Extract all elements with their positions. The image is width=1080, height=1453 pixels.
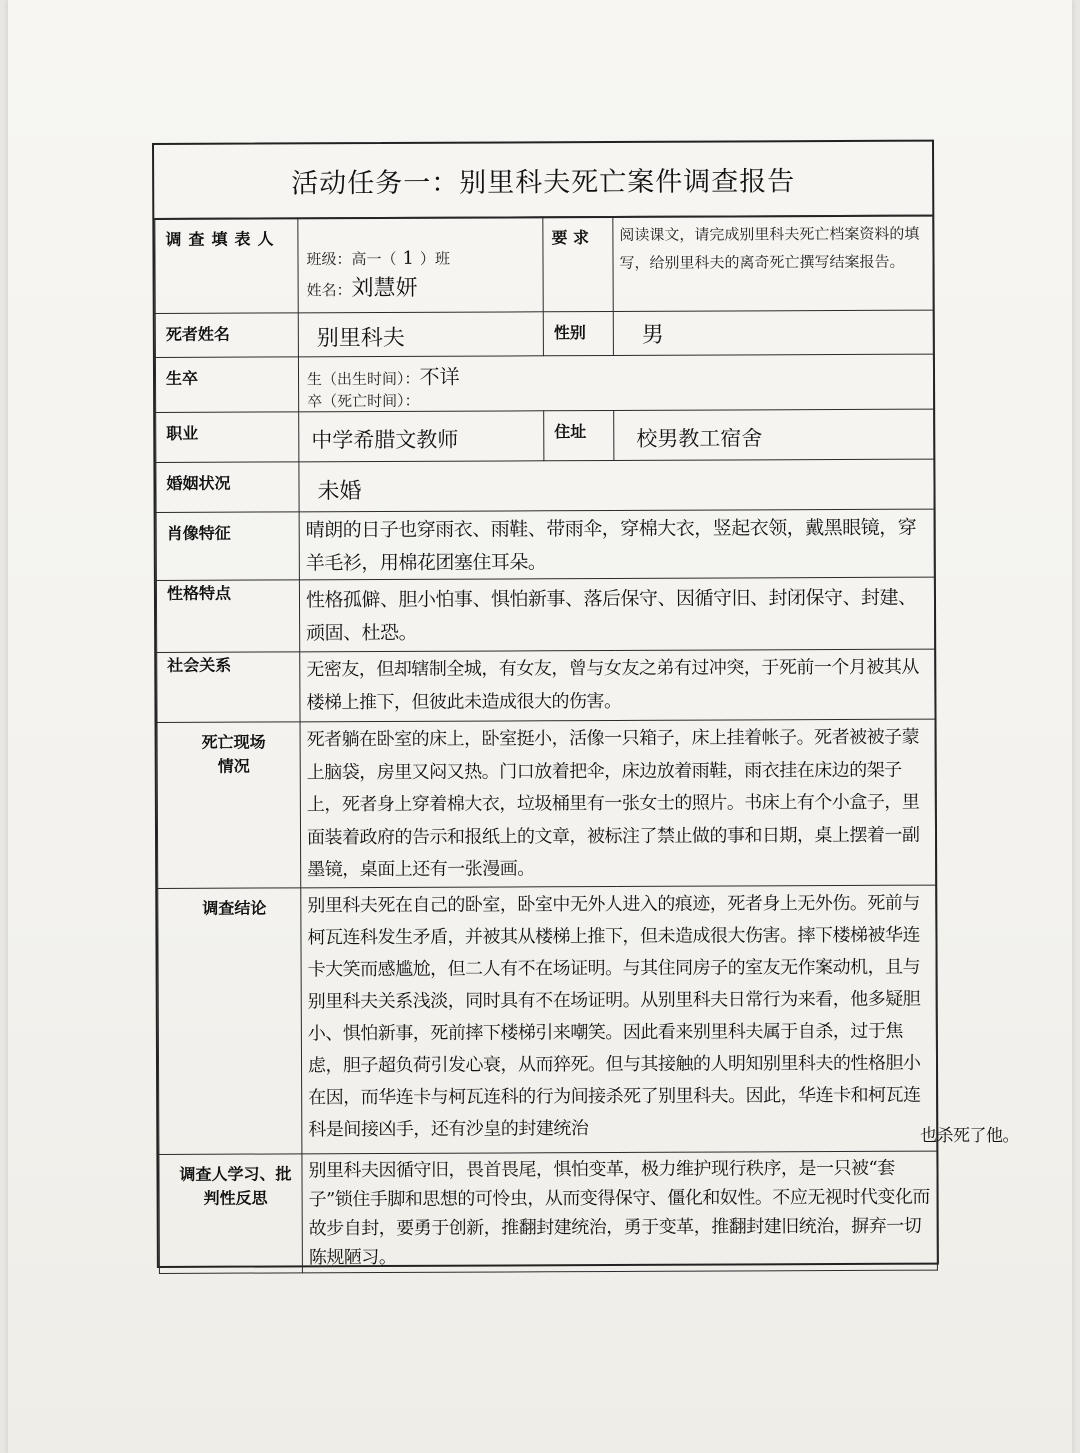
marital-value: 未婚 — [317, 479, 362, 505]
deceased-name-value: 别里科夫 — [316, 325, 405, 352]
row-scene — [157, 719, 936, 888]
address-value: 校男教工宿舍 — [636, 426, 763, 451]
row-personality — [156, 577, 934, 652]
conclusion-label: 调查结论 — [202, 898, 267, 918]
marital-label: 婚姻状况 — [166, 473, 231, 493]
social-label: 社会关系 — [167, 655, 232, 675]
life-label: 生卒 — [165, 368, 199, 388]
scene-label-line-1: 死亡现场 — [201, 732, 266, 752]
requirement-text: 阅读课文，请完成别里科夫死亡档案资料的填写，给别里科夫的离奇死亡撰写结案报告。 — [619, 224, 920, 272]
occupation-label: 职业 — [166, 423, 199, 443]
report-form — [152, 140, 939, 1268]
personality-label: 性格特点 — [166, 583, 232, 603]
requirement-label: 要 求 — [551, 228, 590, 248]
reflection-value: 别里科夫因循守旧，畏首畏尾，惧怕变革，极力维护现行秩序，是一只被“套子”锁住手脚和思想的可怜虫，从而变得保守、僵化和奴性。不应无视时代变化而故步自封，要勇于创新，推翻封建统治，勇于变革，推翻封建旧统治，摒弃一切陈规陋习。 — [308, 1157, 930, 1268]
scene-value: 死者躺在卧室的床上，卧室挺小，活像一只箱子，床上挂着帐子。死者被被子蒙上脑袋，房里又闷又热。门口放着把伞，床边放着雨鞋，雨衣挂在床边的架子上，死者身上穿着棉大衣，垃圾桶里有一张女士的照片。书床上有个小盒子，里面装着政府的告示和报纸上的文章，被标注了禁止做的事和日期，桌上摆着一副墨镜，桌面上还有一张漫画。 — [306, 726, 920, 881]
row-reflection — [159, 1151, 938, 1273]
scene-label — [158, 722, 300, 779]
address-label: 住址 — [554, 422, 587, 442]
gender-value: 男 — [641, 322, 664, 348]
row-investigator — [155, 215, 933, 313]
occupation-value: 中学希腊文教师 — [311, 427, 459, 453]
name-line — [299, 268, 543, 302]
scene-label-line-2: 情况 — [217, 756, 250, 776]
personality-value: 性格孤僻、胆小怕事、惧怕新事、落后保守、因循守旧、封闭保守、封建、顽固、杜恐。 — [305, 586, 917, 644]
conclusion-value: 别里科夫死在自己的卧室，卧室中无外人进入的痕迹，死者身上无外伤。死前与柯瓦连科发生矛盾，并被其从楼梯上推下，但未造成很大伤害。摔下楼梯被华连卡大笑而感尴尬，但二人有不在场证明。与其住同房子的室友无作案动机，且与别里科夫关系浅淡，同时具有不在场证明。从别里科夫日常行为来看，他多疑胆小、惧怕新事，死前摔下楼梯引来嘲笑。因此看来别里科夫属于自杀，过于焦虑，胆子超负荷引发心衰，从而猝死。但与其接触的人明知别里科夫的性格胆小在因，而华连卡与柯瓦连科的行为间接杀死了别里科夫。因此，华连卡和柯瓦连科是间接凶手，还有沙皇的封建统治 — [307, 892, 921, 1140]
birth-label: 生（出生时间）： — [306, 369, 420, 389]
gender-label: 性别 — [553, 323, 586, 343]
investigator-label: 调查填表人 — [165, 229, 281, 249]
portrait-label: 肖像特征 — [166, 523, 231, 543]
row-marital — [156, 459, 934, 512]
class-prefix: 班级：高一（ — [306, 249, 397, 269]
row-life — [155, 354, 933, 412]
row-social — [157, 649, 935, 722]
birth-value: 不详 — [419, 364, 460, 389]
class-suffix: ）班 — [419, 249, 451, 268]
reflection-label — [159, 1154, 301, 1211]
conclusion-overflow-note: 也杀死了他。 — [920, 1126, 1019, 1146]
portrait-value: 晴朗的日子也穿雨衣、雨鞋、带雨伞，穿棉大衣，竖起衣领，戴黑眼镜，穿羊毛衫，用棉花团塞住耳朵。 — [305, 516, 917, 574]
social-value: 无密友，但却辖制全城，有女友，曾与女友之弟有过冲突，于死前一个月被其从楼梯上推下，但彼此未造成很大的伤害。 — [306, 656, 919, 713]
row-name-gender — [155, 310, 933, 357]
investigator-name: 刘慧妍 — [351, 275, 418, 302]
row-occupation-address — [156, 409, 934, 462]
name-label: 姓名： — [306, 281, 352, 300]
class-line — [298, 217, 542, 269]
report-title: 活动任务一：别里科夫死亡案件调查报告 — [154, 142, 932, 220]
deceased-name-label: 死者姓名 — [165, 324, 230, 344]
class-value: 1 — [402, 247, 415, 269]
birth-line — [299, 355, 933, 391]
report-table — [154, 215, 938, 1274]
death-line: 卒（死亡时间）： — [307, 391, 420, 411]
row-conclusion — [158, 885, 937, 1154]
reflection-label-line-2: 判性反思 — [203, 1188, 268, 1208]
reflection-label-line-1: 调查人学习、批 — [179, 1163, 292, 1184]
row-portrait — [156, 509, 934, 580]
